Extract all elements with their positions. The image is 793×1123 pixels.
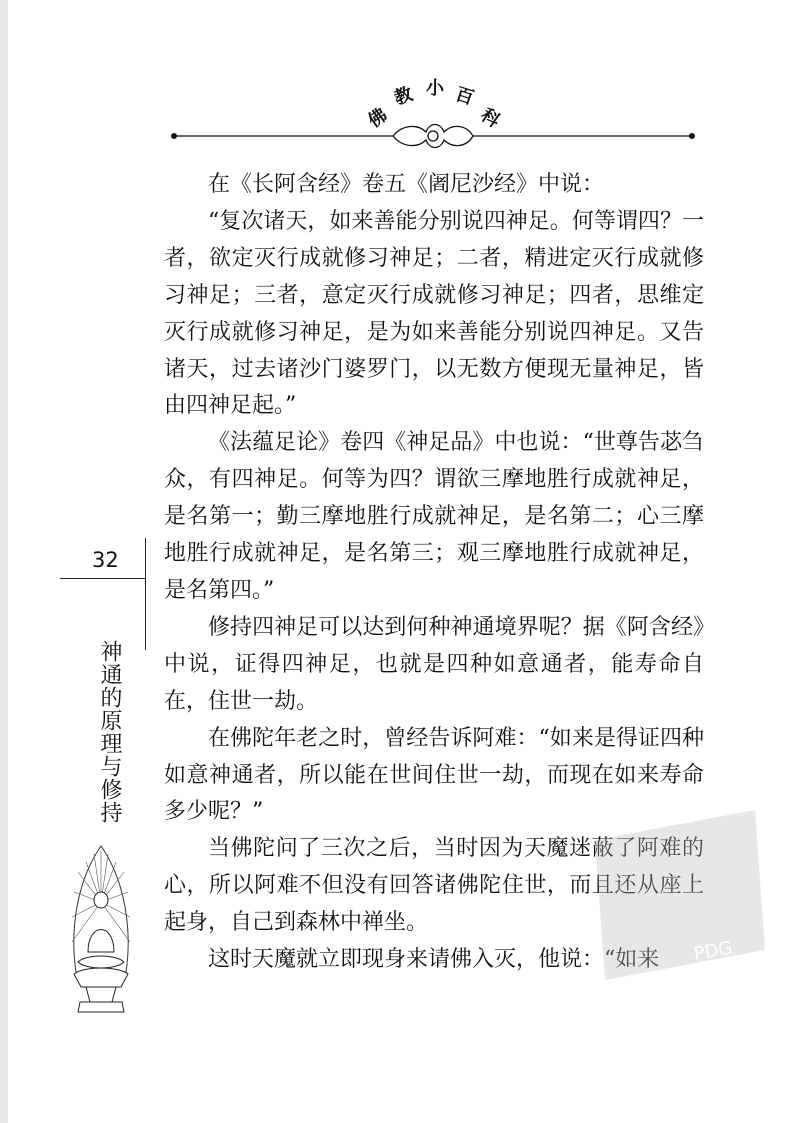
paragraph: 在《长阿含经》卷五《阇尼沙经》中说：: [208, 172, 605, 197]
paragraph: 在佛陀年老之时，曾经告诉阿难：“如来是得证四种如意神通者，所以能在世间住世一劫，而现在如来寿命多少呢？”: [164, 725, 704, 825]
series-title-char: 佛: [364, 104, 392, 132]
paragraph: 这时天魔就立即现身来请佛入灭，他说：“如来: [208, 947, 660, 973]
series-title-char: 小: [426, 78, 444, 99]
paragraph: 当佛陀问了三次之后，当时因为天魔迷蔽了阿难的心，所以阿难不但没有回答诸佛陀住世，而且还从座上起身，自己到森林中禅坐。: [164, 836, 704, 936]
library-watermark-stamp: [575, 800, 775, 990]
watermark-text: PDG: [692, 937, 734, 965]
paragraph: 《法蕴足论》卷四《神足品》中也说：“世尊告苾刍众，有四神足。何等为四？谓欲三摩地胜行成就神足，是名第一；勤三摩地胜行成就神足，是名第二；心三摩地胜行成就神足，是名第三；观三摩地胜行成就神足，是名第四。”: [164, 430, 704, 603]
buddha-illustration: [66, 842, 136, 1017]
series-title-char: 教: [391, 83, 416, 110]
sidebar-divider: [145, 538, 146, 650]
page-header: [0, 0, 793, 160]
paragraph: “复次诸天，如来善能分别说四神足。何等谓四？一者，欲定灭行成就修习神足；二者，精进定灭行成就修习神足；三者，意定灭行成就修习神足；四者，思维定灭行成就修习神足，是为如来善能分别说四神足。又告诸天，过去诸沙门婆罗门，以无数方便现无量神足，皆由四神足起。”: [164, 208, 704, 419]
header-ornament: [168, 118, 698, 158]
page-edge-shadow: [0, 0, 8, 1123]
page-number: 32: [92, 548, 119, 572]
paragraph: 修持四神足可以达到何种神通境界呢？据《阿含经》中说，证得四神足，也就是四种如意通者，能寿命自在，住世一劫。: [164, 614, 704, 714]
page-number-rule: [60, 578, 146, 579]
chapter-title: 神通的原理与修持: [97, 640, 122, 824]
series-title-char: 百: [452, 83, 477, 110]
series-title-char: 科: [476, 104, 504, 132]
